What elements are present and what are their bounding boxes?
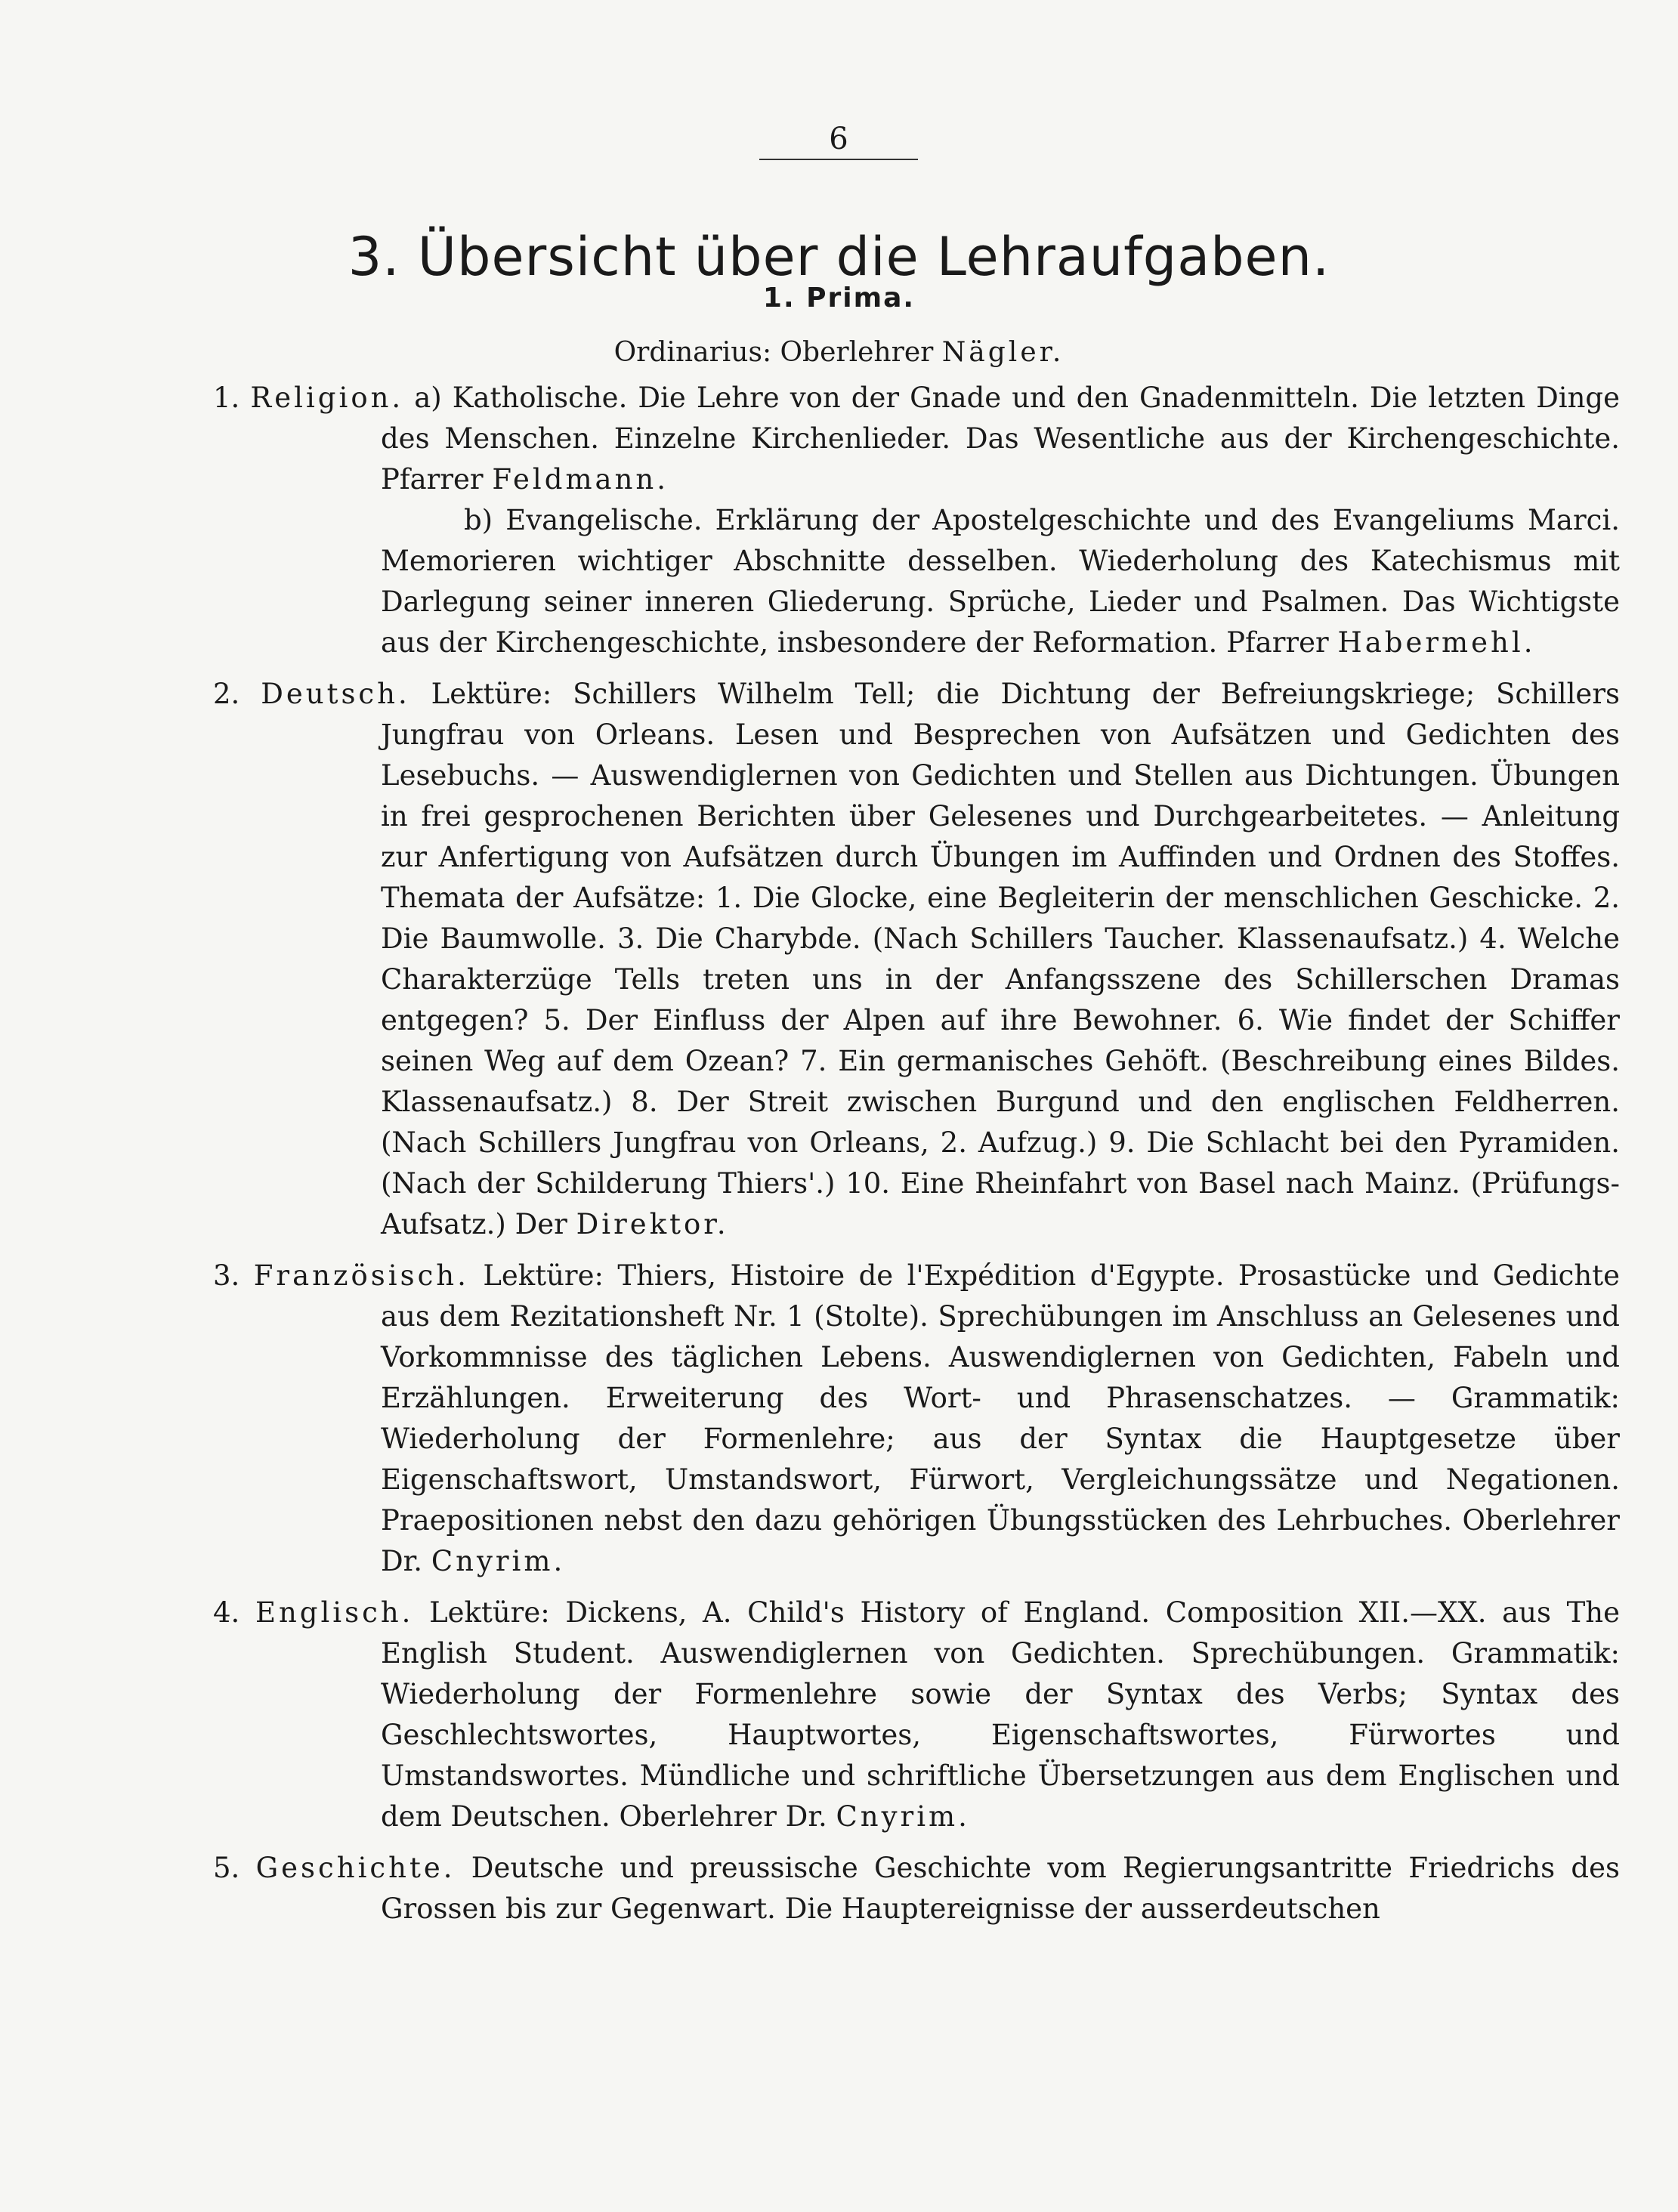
lesson-content	[213, 378, 1620, 1940]
section-number: 2.	[213, 678, 240, 710]
section-number: 4.	[213, 1596, 240, 1629]
section-heading: Religion.	[250, 382, 404, 414]
section-number: 5.	[213, 1852, 240, 1884]
teacher-name: Cnyrim.	[836, 1800, 970, 1833]
section-text: a) Katholische. Die Lehre von der Gnade und den Gnadenmitteln. Die letzten Dinge des Menschen. Einzelne Kirchenlieder. Das Wesentliche aus der Kirchengeschichte. Pfarrer	[381, 382, 1621, 496]
section-number: 1.	[213, 382, 240, 414]
section-deutsch	[213, 674, 1620, 1245]
section-religion-b	[213, 500, 1620, 663]
section-text: Lektüre: Thiers, Histoire de l'Expédition d'Egypte. Prosastücke und Gedichte aus dem Rezitationsheft Nr. 1 (Stolte). Sprechübungen im Anschluss an Gelesenes und Vorkommnisse des täglichen Lebens. Auswendiglernen von Gedichten, Fabeln und Erzählungen. Erweiterung des Wort- und Phrasenschatzes. — Grammatik: Wiederholung der Formenlehre; aus der Syntax die Hauptgesetze über Eigenschaftswort, Umstandswort, Fürwort, Vergleichungssätze und Negationen. Praepositionen nebst den dazu gehörigen Übungsstücken des Lehrbuches. Oberlehrer Dr.	[381, 1259, 1620, 1577]
teacher-name: Direktor.	[576, 1208, 729, 1240]
page-number: 6	[829, 122, 848, 156]
class-heading: 1. Prima.	[762, 283, 916, 314]
section-religion	[213, 378, 1620, 663]
section-text: Lektüre: Dickens, A. Child's History of England. Composition XII.—XX. aus The English Student. Auswendiglernen von Gedichten. Sprechübungen. Grammatik: Wiederholung der Formenlehre sowie der Syntax des Verbs; Syntax des Geschlechtswortes, Hauptwortes, Eigenschaftswortes, Fürwortes und Umstandswortes. Mündliche und schriftliche Übersetzungen aus dem Englischen und dem Deutschen. Oberlehrer Dr.	[381, 1596, 1620, 1833]
section-englisch	[213, 1593, 1620, 1837]
section-paragraph	[213, 1593, 1620, 1837]
section-text: Deutsche und preussische Geschichte vom Regierungsantritte Friedrichs des Grossen bis zur Gegenwart. Die Hauptereignisse der ausserdeutschen	[381, 1852, 1621, 1925]
ordinarius-name: Nägler.	[941, 337, 1065, 368]
section-text: Lektüre: Schillers Wilhelm Tell; die Dichtung der Befreiungskriege; Schillers Jungfrau von Orleans. Lesen und Besprechen von Aufsätzen und Gedichten des Lesebuchs. — Auswendiglernen von Gedichten und Stellen aus Dichtungen. Übungen in frei gesprochenen Berichten über Gelesenes und Durchgearbeitetes. — Anleitung zur Anfertigung von Aufsätzen durch Übungen im Auffinden und Ordnen des Stoffes. Themata der Aufsätze: 1. Die Glocke, eine Begleiterin der menschlichen Geschicke. 2. Die Baumwolle. 3. Die Charybde. (Nach Schillers Taucher. Klassenaufsatz.) 4. Welche Charakterzüge Tells treten uns in der Anfangsszene des Schillerschen Dramas entgegen? 5. Der Einfluss der Alpen auf ihre Bewohner. 6. Wie findet der Schiffer seinen Weg auf dem Ozean? 7. Ein germanisches Gehöft. (Beschreibung eines Bildes. Klassenaufsatz.) 8. Der Streit zwischen Burgund und den englischen Feldherren. (Nach Schillers Jungfrau von Orleans, 2. Aufzug.) 9. Die Schlacht bei den Pyramiden. (Nach der Schilderung Thiers'.) 10. Eine Rheinfahrt von Basel nach Mainz. (Prüfungs-Aufsatz.) Der	[381, 678, 1621, 1240]
section-heading: Deutsch.	[261, 678, 410, 710]
ordinarius-label: Ordinarius: Oberlehrer	[613, 337, 934, 368]
teacher-name: Habermehl.	[1337, 626, 1536, 659]
teacher-name: Feldmann.	[492, 463, 669, 496]
section-religion-a	[213, 378, 1620, 500]
section-geschichte	[213, 1848, 1620, 1929]
page-number-rule	[759, 159, 918, 160]
ordinarius-line	[0, 334, 1678, 372]
section-number: 3.	[213, 1259, 240, 1292]
section-heading: Französisch.	[253, 1259, 469, 1292]
section-paragraph	[213, 1848, 1620, 1929]
teacher-name: Cnyrim.	[431, 1545, 566, 1577]
section-text: b) Evangelische. Erklärung der Apostelgeschichte und des Evangeliums Marci. Memorieren wichtiger Abschnitte desselben. Wiederholung des Katechismus mit Darlegung seiner inneren Gliederung. Sprüche, Lieder und Psalmen. Das Wichtigste aus der Kirchengeschichte, insbesondere der Reformation. Pfarrer	[381, 504, 1620, 659]
section-paragraph	[213, 1256, 1620, 1582]
section-heading: Geschichte.	[255, 1852, 456, 1884]
section-paragraph	[213, 674, 1620, 1245]
section-franzoesisch	[213, 1256, 1620, 1582]
page-title: 3. Übersicht über die Lehraufgaben.	[348, 225, 1330, 288]
section-heading: Englisch.	[255, 1596, 414, 1629]
